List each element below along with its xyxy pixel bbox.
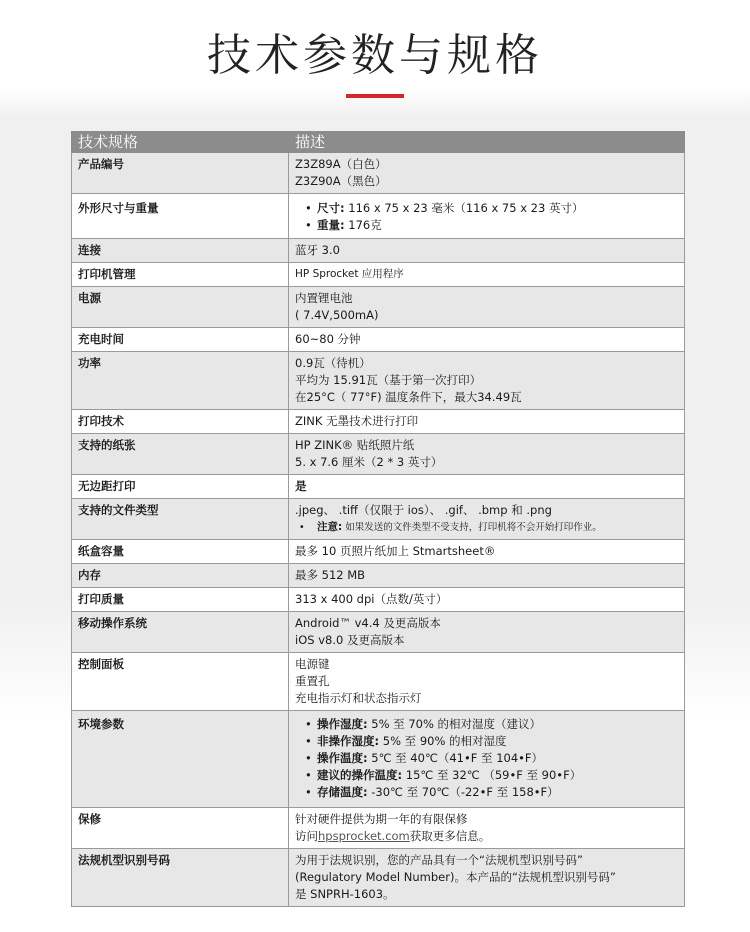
row-value: ZINK 无墨技术进行打印 <box>289 410 685 434</box>
value-line: 在25°C（ 77°F) 温度条件下，最大34.49瓦 <box>295 390 522 404</box>
header-description: 描述 <box>289 132 685 153</box>
row-management <box>72 263 685 287</box>
value-line: iOS v8.0 及更高版本 <box>295 633 405 647</box>
row-paper <box>72 434 685 475</box>
bullet-item: • 尺寸: 116 x 75 x 23 毫米（116 x 75 x 23 英寸） <box>317 200 678 217</box>
row-label: 保修 <box>72 808 289 849</box>
bullet-item: • 操作湿度: 5% 至 70% 的相对湿度（建议） <box>317 716 678 733</box>
row-label: 环境参数 <box>72 711 289 808</box>
row-value: 313 x 400 dpi（点数/英寸） <box>289 588 685 612</box>
row-label: 连接 <box>72 239 289 263</box>
row-value <box>289 352 685 410</box>
row-value <box>289 499 685 540</box>
row-tray-capacity <box>72 540 685 564</box>
row-value <box>289 434 685 475</box>
row-value: 最多 512 MB <box>289 564 685 588</box>
row-label: 产品编号 <box>72 153 289 194</box>
row-label: 法规机型识别号码 <box>72 849 289 907</box>
spec-table <box>71 131 685 907</box>
value-line: 为用于法规识别，您的产品具有一个“法规机型识别号码” <box>295 853 583 867</box>
note-item: • 注意: 如果发送的文件类型不受支持，打印机将不会开始打印作业。 <box>311 519 678 536</box>
row-mobile-os <box>72 612 685 653</box>
value-line: 是 SNPRH-1603。 <box>295 887 395 901</box>
page-title: 技术参数与规格 <box>207 30 543 81</box>
row-value <box>289 711 685 808</box>
bullet-item: • 非操作湿度: 5% 至 90% 的相对湿度 <box>317 733 678 750</box>
title-underline <box>346 94 404 98</box>
value-line: 电源键 <box>295 657 330 671</box>
table-header-row <box>72 132 685 153</box>
row-value <box>289 849 685 907</box>
row-label: 内存 <box>72 564 289 588</box>
bullet-item: • 重量: 176克 <box>317 217 678 234</box>
row-label: 无边距打印 <box>72 475 289 499</box>
row-value <box>289 612 685 653</box>
row-value: 60~80 分钟 <box>289 328 685 352</box>
value-line: .jpeg、 .tiff（仅限于 ios）、 .gif、 .bmp 和 .png <box>295 503 552 517</box>
row-print-tech <box>72 410 685 434</box>
row-environment <box>72 711 685 808</box>
row-power <box>72 287 685 328</box>
row-value <box>289 287 685 328</box>
value-line: 访问hpsprocket.com获取更多信息。 <box>295 829 491 843</box>
row-charge-time <box>72 328 685 352</box>
row-label: 功率 <box>72 352 289 410</box>
row-wattage <box>72 352 685 410</box>
row-print-quality <box>72 588 685 612</box>
value-line: HP ZINK® 贴纸照片纸 <box>295 438 415 452</box>
row-value <box>289 653 685 711</box>
row-label: 打印技术 <box>72 410 289 434</box>
row-label: 充电时间 <box>72 328 289 352</box>
row-value: 最多 10 页照片纸加上 Stmartsheet® <box>289 540 685 564</box>
row-label: 外形尺寸与重量 <box>72 194 289 239</box>
value-line: 0.9瓦（待机） <box>295 356 371 370</box>
row-label: 打印质量 <box>72 588 289 612</box>
row-label: 电源 <box>72 287 289 328</box>
value-line: Android™ v4.4 及更高版本 <box>295 616 441 630</box>
row-value <box>289 808 685 849</box>
row-memory <box>72 564 685 588</box>
value-line: Z3Z89A（白色） <box>295 157 387 171</box>
bullet-item: • 存储温度: -30℃ 至 70℃（-22•F 至 158•F） <box>317 784 678 801</box>
row-label: 支持的文件类型 <box>72 499 289 540</box>
row-product-no <box>72 153 685 194</box>
row-file-types <box>72 499 685 540</box>
row-value <box>289 153 685 194</box>
bullet-item: • 操作温度: 5℃ 至 40℃（41•F 至 104•F） <box>317 750 678 767</box>
row-label: 打印机管理 <box>72 263 289 287</box>
value-line: (Regulatory Model Number)。本产品的“法规机型识别号码” <box>295 870 616 884</box>
value-line: 重置孔 <box>295 674 330 688</box>
row-connectivity <box>72 239 685 263</box>
row-value <box>289 194 685 239</box>
value-line: Z3Z90A（黑色） <box>295 174 387 188</box>
row-regulatory <box>72 849 685 907</box>
value-line: 充电指示灯和状态指示灯 <box>295 691 422 705</box>
value-line: 5. x 7.6 厘米（2 * 3 英寸） <box>295 455 443 469</box>
row-control-panel <box>72 653 685 711</box>
row-value: 蓝牙 3.0 <box>289 239 685 263</box>
row-dimensions <box>72 194 685 239</box>
row-label: 支持的纸张 <box>72 434 289 475</box>
value-line: 针对硬件提供为期一年的有限保修 <box>295 812 468 826</box>
value-line: 平均为 15.91瓦（基于第一次打印） <box>295 373 482 387</box>
hpsprocket-link[interactable]: hpsprocket.com <box>318 829 410 843</box>
row-label: 移动操作系统 <box>72 612 289 653</box>
row-borderless <box>72 475 685 499</box>
row-label: 纸盒容量 <box>72 540 289 564</box>
value-line: 内置锂电池 <box>295 291 353 305</box>
row-warranty <box>72 808 685 849</box>
row-label: 控制面板 <box>72 653 289 711</box>
row-value: 是 <box>289 475 685 499</box>
header-spec: 技术规格 <box>72 132 289 153</box>
bullet-item: • 建议的操作温度: 15℃ 至 32℃ （59•F 至 90•F） <box>317 767 678 784</box>
value-line: ( 7.4V,500mA) <box>295 308 379 322</box>
row-value: HP Sprocket 应用程序 <box>289 263 685 287</box>
